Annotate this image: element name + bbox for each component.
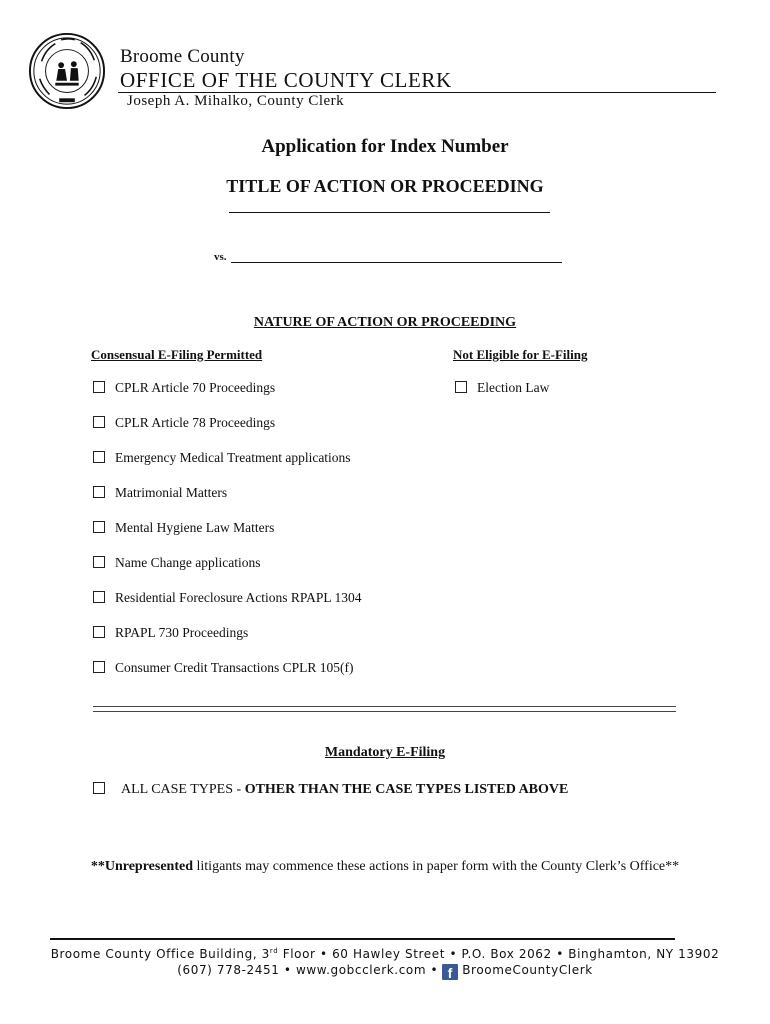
checkbox-option[interactable] [93,450,351,466]
checkbox-option[interactable] [93,520,274,536]
address-part1: Broome County Office Building, 3 [50,947,270,961]
option-label: Election Law [477,380,550,395]
checkbox[interactable] [93,591,105,603]
checkbox[interactable] [93,486,105,498]
vs-label: vs. [214,251,227,263]
checkbox[interactable] [93,556,105,568]
checkbox[interactable] [93,782,105,794]
plaintiff-line[interactable] [229,212,550,213]
option-label: CPLR Article 78 Proceedings [115,415,276,430]
checkbox-option[interactable] [93,590,362,606]
checkbox-option[interactable] [93,415,275,431]
county-seal-logo [28,32,106,110]
checkbox[interactable] [93,661,105,673]
form-title: Application for Index Number [261,136,509,157]
option-label: RPAPL 730 Proceedings [115,625,249,640]
action-title-heading: TITLE OF ACTION OR PROCEEDING [226,176,544,196]
all-case-prefix: ALL CASE TYPES - [121,782,245,797]
option-label: Consumer Credit Transactions CPLR 105(f) [115,660,354,675]
checkbox-option[interactable] [93,380,275,396]
checkbox-option[interactable] [93,555,260,571]
all-case-bold: OTHER THAN THE CASE TYPES LISTED ABOVE [244,782,569,797]
checkbox-option[interactable] [455,380,549,396]
checkbox[interactable] [455,381,467,393]
option-label: Residential Foreclosure Actions RPAPL 1304 [115,590,362,605]
note-rest: litigants may commence these actions in paper form with the County Clerk’s Office** [193,859,680,874]
unrepresented-note [0,859,770,875]
nature-heading: NATURE OF ACTION OR PROCEEDING [253,315,517,330]
footer-divider [50,938,675,940]
option-label: Mental Hygiene Law Matters [115,520,275,535]
checkbox[interactable] [93,381,105,393]
facebook-icon[interactable]: f [442,964,458,980]
footer-address [0,947,770,961]
note-prefix: ** [90,859,105,874]
consensual-efiling-heading: Consensual E-Filing Permitted [91,347,263,362]
checkbox-option[interactable] [93,660,354,676]
option-label: Emergency Medical Treatment applications [115,450,351,465]
not-eligible-heading: Not Eligible for E-Filing [453,347,588,362]
all-case-types-option[interactable] [93,782,568,798]
checkbox[interactable] [93,521,105,533]
option-label: CPLR Article 70 Proceedings [115,380,276,395]
county-name: Broome County [120,46,245,67]
mandatory-efiling-heading: Mandatory E-Filing [324,745,446,760]
facebook-handle[interactable]: BroomeCountyClerk [462,963,593,977]
county-clerk-name: Joseph A. Mihalko, County Clerk [127,93,345,109]
checkbox-option[interactable] [93,625,248,641]
checkbox[interactable] [93,451,105,463]
option-label: Matrimonial Matters [115,485,228,500]
address-sup: rd [269,947,279,955]
contact-text: (607) 778-2451 • www.gobcclerk.com • [177,963,439,977]
checkbox-option[interactable] [93,485,227,501]
checkbox[interactable] [93,416,105,428]
section-divider [93,706,676,712]
option-label: Name Change applications [115,555,261,570]
office-name: OFFICE OF THE COUNTY CLERK [120,68,452,92]
defendant-line[interactable] [231,262,562,263]
address-part2: Floor • 60 Hawley Street • P.O. Box 2062 • Binghamton, NY 13902 [278,947,720,961]
footer-contact [0,963,770,980]
checkbox[interactable] [93,626,105,638]
note-bold: Unrepresented [104,859,194,874]
